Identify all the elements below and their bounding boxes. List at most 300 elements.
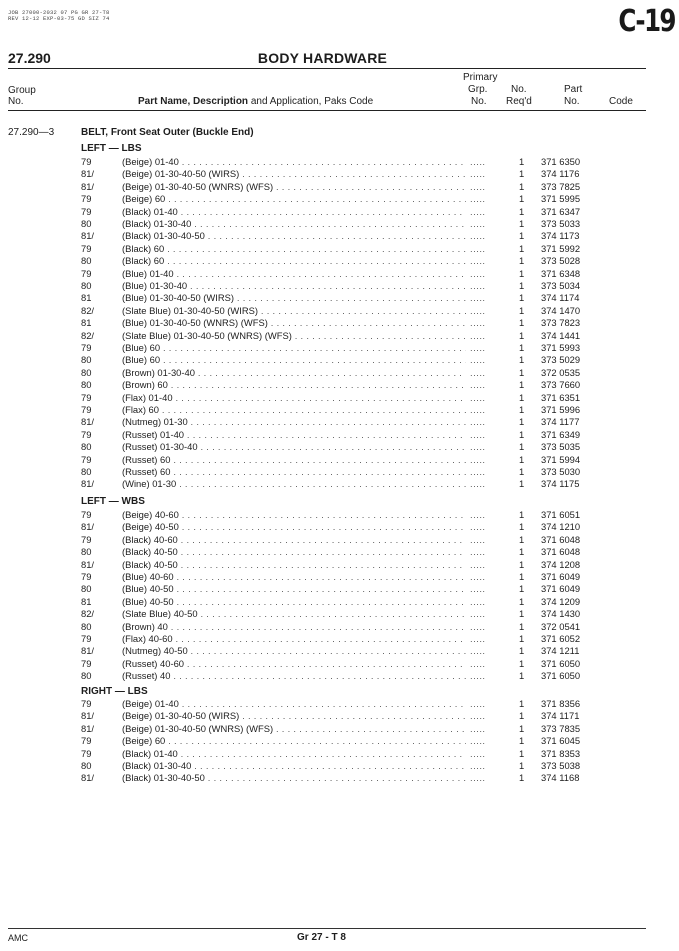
primary-group-placeholder: ..... bbox=[470, 747, 486, 759]
part-number: 371 5995 bbox=[541, 193, 581, 205]
table-row bbox=[0, 478, 679, 490]
part-number: 372 0535 bbox=[541, 366, 581, 378]
subsection-title-left-wbs: LEFT — WBS bbox=[81, 496, 145, 507]
primary-group-placeholder: ..... bbox=[470, 645, 486, 657]
part-description: (Beige) 60 . . . bbox=[122, 193, 466, 205]
primary-group-placeholder: ..... bbox=[470, 533, 486, 545]
model-year: 79 bbox=[81, 698, 92, 709]
model-year: 79 bbox=[81, 193, 92, 205]
table-row bbox=[0, 546, 679, 558]
table-row bbox=[0, 698, 679, 710]
table-row bbox=[0, 748, 679, 760]
part-description: (Russet) 01-30-40 . . . bbox=[122, 441, 466, 453]
quantity-required: 1 bbox=[519, 509, 525, 520]
part-number: 371 6045 bbox=[541, 735, 581, 747]
model-year: 79 bbox=[81, 342, 92, 353]
table-row bbox=[0, 583, 679, 595]
table-row bbox=[0, 317, 679, 329]
model-year: 80 bbox=[81, 546, 92, 558]
table-row bbox=[0, 596, 679, 608]
table-row bbox=[0, 292, 679, 304]
quantity-required: 1 bbox=[519, 546, 525, 558]
part-number: 374 1168 bbox=[541, 772, 580, 784]
primary-group-placeholder: ..... bbox=[470, 698, 486, 709]
part-number: 371 6050 bbox=[541, 657, 581, 669]
model-year: 79 bbox=[81, 267, 92, 279]
part-description: (Nutmeg) 40-50 . . . bbox=[122, 645, 466, 657]
model-year: 81/ bbox=[81, 521, 95, 533]
primary-group-placeholder: ..... bbox=[470, 583, 486, 595]
part-number: 371 5994 bbox=[541, 453, 581, 465]
quantity-required: 1 bbox=[519, 354, 525, 366]
col-group-no-line2: No. bbox=[8, 96, 24, 107]
model-year: 81/ bbox=[81, 230, 95, 242]
model-year: 81/ bbox=[81, 558, 95, 570]
primary-group-placeholder: ..... bbox=[470, 571, 486, 582]
primary-group-placeholder: ..... bbox=[470, 317, 486, 329]
table-row bbox=[0, 416, 679, 428]
quantity-required: 1 bbox=[519, 205, 525, 217]
footer-page-ref: Gr 27 - T 8 bbox=[297, 932, 346, 943]
model-year: 80 bbox=[81, 280, 92, 291]
primary-group-placeholder: ..... bbox=[470, 416, 486, 428]
part-number: 371 6048 bbox=[541, 533, 581, 545]
quantity-required: 1 bbox=[519, 521, 525, 533]
part-description: (Brown) 60 . . . bbox=[122, 379, 466, 391]
part-number: 373 5028 bbox=[541, 255, 581, 267]
table-row bbox=[0, 454, 679, 466]
table-row bbox=[0, 633, 679, 645]
part-description: (Beige) 01-30-40-50 (WIRS) . . . bbox=[122, 168, 466, 180]
quantity-required: 1 bbox=[519, 441, 525, 453]
quantity-required: 1 bbox=[519, 620, 525, 632]
table-row bbox=[0, 181, 679, 193]
section-number: 27.290 bbox=[8, 50, 51, 66]
primary-group-placeholder: ..... bbox=[470, 168, 486, 180]
quantity-required: 1 bbox=[519, 218, 525, 229]
quantity-required: 1 bbox=[519, 533, 525, 545]
model-year: 82/ bbox=[81, 304, 95, 316]
part-description: (Beige) 40-60 . . . bbox=[122, 509, 466, 521]
part-number: 374 1176 bbox=[541, 168, 580, 180]
part-number: 372 0541 bbox=[541, 620, 581, 632]
part-description: (Flax) 01-40 . . . bbox=[122, 392, 466, 404]
model-year: 80 bbox=[81, 218, 92, 229]
primary-group-placeholder: ..... bbox=[470, 242, 486, 254]
primary-group-placeholder: ..... bbox=[470, 230, 486, 242]
quantity-required: 1 bbox=[519, 466, 525, 477]
model-year: 79 bbox=[81, 391, 92, 403]
print-stamp bbox=[8, 10, 110, 22]
primary-group-placeholder: ..... bbox=[470, 608, 486, 620]
model-year: 81/ bbox=[81, 168, 95, 180]
col-part-line2: No. bbox=[564, 96, 580, 107]
part-number: 374 1208 bbox=[541, 558, 581, 570]
part-number: 371 6049 bbox=[541, 571, 581, 582]
primary-group-placeholder: ..... bbox=[470, 478, 486, 490]
model-year: 81 bbox=[81, 292, 92, 304]
quantity-required: 1 bbox=[519, 267, 525, 279]
part-number: 371 6348 bbox=[541, 267, 581, 279]
primary-group-placeholder: ..... bbox=[470, 772, 486, 784]
part-description: (Russet) 60 . . . bbox=[122, 466, 466, 478]
model-year: 80 bbox=[81, 760, 92, 771]
primary-group-placeholder: ..... bbox=[470, 193, 486, 205]
part-number: 374 1174 bbox=[541, 292, 580, 304]
table-row bbox=[0, 392, 679, 404]
part-description: (Beige) 01-40 . . . bbox=[122, 156, 466, 168]
model-year: 82/ bbox=[81, 329, 95, 341]
part-description: (Brown) 01-30-40 . . . bbox=[122, 367, 466, 379]
col-primary-line2: Grp. bbox=[468, 84, 488, 95]
part-number: 371 6349 bbox=[541, 428, 581, 440]
part-description: (Black) 01-30-40 . . . bbox=[122, 760, 466, 772]
primary-group-placeholder: ..... bbox=[470, 722, 486, 734]
quantity-required: 1 bbox=[519, 710, 525, 722]
col-primary-line1: Primary bbox=[463, 72, 498, 83]
part-number: 374 1177 bbox=[541, 416, 580, 428]
model-year: 81/ bbox=[81, 772, 95, 784]
quantity-required: 1 bbox=[519, 366, 525, 378]
quantity-required: 1 bbox=[519, 391, 525, 403]
table-row bbox=[0, 710, 679, 722]
table-row bbox=[0, 466, 679, 478]
primary-group-placeholder: ..... bbox=[470, 710, 486, 722]
primary-group-placeholder: ..... bbox=[470, 354, 486, 366]
table-row bbox=[0, 367, 679, 379]
primary-group-placeholder: ..... bbox=[470, 670, 486, 682]
primary-group-placeholder: ..... bbox=[470, 657, 486, 669]
part-number: 373 7835 bbox=[541, 722, 581, 734]
model-year: 80 bbox=[81, 366, 92, 378]
part-number: 371 6350 bbox=[541, 156, 581, 167]
model-year: 79 bbox=[81, 657, 92, 669]
quantity-required: 1 bbox=[519, 193, 525, 205]
primary-group-placeholder: ..... bbox=[470, 546, 486, 558]
model-year: 82/ bbox=[81, 608, 95, 620]
quantity-required: 1 bbox=[519, 735, 525, 747]
group-number: 27.290—3 bbox=[8, 127, 55, 138]
part-description: (Black) 01-30-40 . . . bbox=[122, 218, 466, 230]
primary-group-placeholder: ..... bbox=[470, 466, 486, 477]
model-year: 81/ bbox=[81, 478, 95, 490]
table-row bbox=[0, 243, 679, 255]
table-row bbox=[0, 429, 679, 441]
part-description: (Beige) 01-30-40-50 (WIRS) . . . bbox=[122, 710, 466, 722]
subsection-title-right-lbs: RIGHT — LBS bbox=[81, 686, 148, 697]
quantity-required: 1 bbox=[519, 280, 525, 291]
quantity-required: 1 bbox=[519, 329, 525, 341]
part-description: (Blue) 60 . . . bbox=[122, 354, 466, 366]
model-year: 80 bbox=[81, 620, 92, 632]
model-year: 81/ bbox=[81, 710, 95, 722]
table-row bbox=[0, 723, 679, 735]
part-number: 371 6347 bbox=[541, 205, 581, 217]
part-description: (Blue) 01-30-40 . . . bbox=[122, 280, 466, 292]
col-primary-line3: No. bbox=[471, 96, 487, 107]
primary-group-placeholder: ..... bbox=[470, 558, 486, 570]
part-number: 371 5992 bbox=[541, 242, 581, 254]
col-req-line1: No. bbox=[511, 84, 527, 95]
col-req-line2: Req'd bbox=[506, 96, 532, 107]
primary-group-placeholder: ..... bbox=[470, 255, 486, 267]
table-row bbox=[0, 330, 679, 342]
part-number: 373 7660 bbox=[541, 379, 581, 391]
part-number: 371 6351 bbox=[541, 391, 581, 403]
col-part-line1: Part bbox=[564, 84, 583, 95]
table-row bbox=[0, 658, 679, 670]
table-row bbox=[0, 772, 679, 784]
model-year: 81 bbox=[81, 317, 92, 329]
model-year: 80 bbox=[81, 670, 92, 682]
quantity-required: 1 bbox=[519, 633, 525, 644]
table-row bbox=[0, 559, 679, 571]
col-group-no-line1: Group bbox=[8, 85, 36, 96]
quantity-required: 1 bbox=[519, 304, 525, 316]
part-description: (Black) 01-30-40-50 . . . bbox=[122, 772, 466, 784]
part-number: 371 6051 bbox=[541, 509, 581, 520]
model-year: 79 bbox=[81, 533, 92, 545]
quantity-required: 1 bbox=[519, 404, 525, 415]
part-number: 371 6052 bbox=[541, 633, 581, 644]
part-description: (Beige) 01-40 . . . bbox=[122, 698, 466, 710]
quantity-required: 1 bbox=[519, 571, 525, 582]
table-row bbox=[0, 255, 679, 267]
part-description: (Wine) 01-30 . . . bbox=[122, 478, 466, 490]
part-description: (Blue) 40-50 . . . bbox=[122, 596, 466, 608]
quantity-required: 1 bbox=[519, 558, 525, 570]
model-year: 80 bbox=[81, 583, 92, 595]
quantity-required: 1 bbox=[519, 242, 525, 254]
part-description: (Nutmeg) 01-30 . . . bbox=[122, 416, 466, 428]
part-number: 371 6049 bbox=[541, 583, 581, 595]
model-year: 80 bbox=[81, 441, 92, 453]
table-row bbox=[0, 404, 679, 416]
part-number: 371 6050 bbox=[541, 670, 581, 682]
primary-group-placeholder: ..... bbox=[470, 280, 486, 291]
part-description: (Blue) 40-50 . . . bbox=[122, 583, 466, 595]
footer-publisher: AMC bbox=[8, 933, 28, 943]
model-year: 80 bbox=[81, 255, 92, 267]
part-number: 371 6048 bbox=[541, 546, 581, 558]
table-row bbox=[0, 305, 679, 317]
part-description: (Beige) 01-30-40-50 (WNRS) (WFS) . . . bbox=[122, 723, 466, 735]
table-row bbox=[0, 534, 679, 546]
part-description: (Black) 60 . . . bbox=[122, 255, 466, 267]
primary-group-placeholder: ..... bbox=[470, 521, 486, 533]
quantity-required: 1 bbox=[519, 670, 525, 682]
part-number: 374 1173 bbox=[541, 230, 580, 242]
table-row bbox=[0, 268, 679, 280]
part-description: (Black) 01-40 . . . bbox=[122, 206, 466, 218]
primary-group-placeholder: ..... bbox=[470, 620, 486, 632]
quantity-required: 1 bbox=[519, 317, 525, 329]
part-description: (Russet) 40 . . . bbox=[122, 670, 466, 682]
quantity-required: 1 bbox=[519, 595, 525, 607]
quantity-required: 1 bbox=[519, 760, 525, 771]
primary-group-placeholder: ..... bbox=[470, 366, 486, 378]
primary-group-placeholder: ..... bbox=[470, 156, 486, 167]
part-description: (Black) 40-50 . . . bbox=[122, 559, 466, 571]
table-row bbox=[0, 342, 679, 354]
part-description: (Beige) 60 . . . bbox=[122, 735, 466, 747]
quantity-required: 1 bbox=[519, 180, 525, 192]
quantity-required: 1 bbox=[519, 478, 525, 490]
section-title: BODY HARDWARE bbox=[257, 50, 388, 66]
primary-group-placeholder: ..... bbox=[470, 595, 486, 607]
part-description: (Russet) 01-40 . . . bbox=[122, 429, 466, 441]
table-row bbox=[0, 379, 679, 391]
table-row bbox=[0, 168, 679, 180]
quantity-required: 1 bbox=[519, 722, 525, 734]
part-number: 374 1171 bbox=[541, 710, 580, 722]
part-number: 373 5033 bbox=[541, 218, 581, 229]
primary-group-placeholder: ..... bbox=[470, 292, 486, 304]
table-row bbox=[0, 230, 679, 242]
col-code: Code bbox=[609, 96, 633, 107]
group-title: BELT, Front Seat Outer (Buckle End) bbox=[81, 127, 254, 138]
quantity-required: 1 bbox=[519, 428, 525, 440]
quantity-required: 1 bbox=[519, 168, 525, 180]
table-row bbox=[0, 354, 679, 366]
table-row bbox=[0, 645, 679, 657]
primary-group-placeholder: ..... bbox=[470, 304, 486, 316]
part-number: 373 7823 bbox=[541, 317, 581, 329]
quantity-required: 1 bbox=[519, 342, 525, 353]
table-row bbox=[0, 441, 679, 453]
part-description: (Russet) 40-60 . . . bbox=[122, 658, 466, 670]
part-description: (Beige) 01-30-40-50 (WNRS) (WFS) . . . bbox=[122, 181, 466, 193]
part-number: 373 5030 bbox=[541, 466, 581, 477]
table-row bbox=[0, 218, 679, 230]
quantity-required: 1 bbox=[519, 453, 525, 465]
part-description: (Flax) 60 . . . bbox=[122, 404, 466, 416]
page-tag: C-19 bbox=[618, 4, 675, 39]
quantity-required: 1 bbox=[519, 230, 525, 242]
model-year: 79 bbox=[81, 453, 92, 465]
part-number: 371 8356 bbox=[541, 698, 581, 709]
primary-group-placeholder: ..... bbox=[470, 379, 486, 391]
model-year: 81/ bbox=[81, 416, 95, 428]
model-year: 81/ bbox=[81, 645, 95, 657]
part-number: 373 5034 bbox=[541, 280, 581, 291]
primary-group-placeholder: ..... bbox=[470, 428, 486, 440]
quantity-required: 1 bbox=[519, 772, 525, 784]
model-year: 79 bbox=[81, 404, 92, 415]
quantity-required: 1 bbox=[519, 698, 525, 709]
part-number: 374 1441 bbox=[541, 329, 581, 341]
quantity-required: 1 bbox=[519, 156, 525, 167]
part-description: (Black) 01-30-40-50 . . . bbox=[122, 230, 466, 242]
table-row bbox=[0, 521, 679, 533]
table-row bbox=[0, 608, 679, 620]
primary-group-placeholder: ..... bbox=[470, 329, 486, 341]
quantity-required: 1 bbox=[519, 583, 525, 595]
part-number: 374 1430 bbox=[541, 608, 581, 620]
model-year: 81/ bbox=[81, 722, 95, 734]
table-row bbox=[0, 193, 679, 205]
part-description: (Flax) 40-60 . . . bbox=[122, 633, 466, 645]
part-number: 371 5993 bbox=[541, 342, 581, 353]
part-description: (Russet) 60 . . . bbox=[122, 454, 466, 466]
col-description-rest: and Application, Paks Code bbox=[248, 96, 374, 107]
model-year: 79 bbox=[81, 428, 92, 440]
table-row bbox=[0, 735, 679, 747]
quantity-required: 1 bbox=[519, 657, 525, 669]
part-description: (Slate Blue) 01-30-40-50 (WIRS) . . . bbox=[122, 305, 466, 317]
part-number: 374 1209 bbox=[541, 595, 581, 607]
subsection-title-left-lbs: LEFT — LBS bbox=[81, 143, 142, 154]
primary-group-placeholder: ..... bbox=[470, 404, 486, 415]
part-number: 371 8353 bbox=[541, 747, 581, 759]
table-row bbox=[0, 571, 679, 583]
model-year: 80 bbox=[81, 466, 92, 477]
model-year: 80 bbox=[81, 354, 92, 366]
col-description bbox=[138, 97, 373, 107]
stamp-line-1: JOB 27000-2032 07 PG GR 27-T8 bbox=[8, 9, 110, 16]
primary-group-placeholder: ..... bbox=[470, 267, 486, 279]
quantity-required: 1 bbox=[519, 292, 525, 304]
quantity-required: 1 bbox=[519, 379, 525, 391]
primary-group-placeholder: ..... bbox=[470, 218, 486, 229]
part-description: (Slate Blue) 40-50 . . . bbox=[122, 608, 466, 620]
header-rule-bottom bbox=[8, 110, 646, 111]
part-number: 374 1211 bbox=[541, 645, 580, 657]
table-row bbox=[0, 156, 679, 168]
part-description: (Black) 40-50 . . . bbox=[122, 546, 466, 558]
part-number: 374 1175 bbox=[541, 478, 580, 490]
part-number: 373 5029 bbox=[541, 354, 581, 366]
header-rule-top bbox=[8, 68, 646, 69]
table-row bbox=[0, 621, 679, 633]
table-row bbox=[0, 206, 679, 218]
primary-group-placeholder: ..... bbox=[470, 453, 486, 465]
model-year: 79 bbox=[81, 242, 92, 254]
part-number: 374 1470 bbox=[541, 304, 581, 316]
quantity-required: 1 bbox=[519, 645, 525, 657]
part-description: (Brown) 40 . . . bbox=[122, 621, 466, 633]
model-year: 79 bbox=[81, 509, 92, 520]
part-number: 371 5996 bbox=[541, 404, 581, 415]
table-row bbox=[0, 509, 679, 521]
part-description: (Blue) 01-40 . . . bbox=[122, 268, 466, 280]
part-description: (Black) 60 . . . bbox=[122, 243, 466, 255]
footer-rule bbox=[8, 928, 646, 929]
model-year: 81/ bbox=[81, 180, 95, 192]
primary-group-placeholder: ..... bbox=[470, 391, 486, 403]
model-year: 79 bbox=[81, 735, 92, 747]
quantity-required: 1 bbox=[519, 747, 525, 759]
primary-group-placeholder: ..... bbox=[470, 735, 486, 747]
stamp-line-2: REV 12-12 EXP-03-75 GD SIZ 74 bbox=[8, 15, 110, 22]
part-description: (Beige) 40-50 . . . bbox=[122, 521, 466, 533]
part-number: 373 7825 bbox=[541, 180, 581, 192]
model-year: 79 bbox=[81, 571, 92, 582]
part-description: (Slate Blue) 01-30-40-50 (WNRS) (WFS) . . . bbox=[122, 330, 466, 342]
table-row bbox=[0, 760, 679, 772]
part-description: (Blue) 60 . . . bbox=[122, 342, 466, 354]
primary-group-placeholder: ..... bbox=[470, 441, 486, 453]
part-description: (Black) 01-40 . . . bbox=[122, 748, 466, 760]
quantity-required: 1 bbox=[519, 416, 525, 428]
model-year: 79 bbox=[81, 205, 92, 217]
table-row bbox=[0, 670, 679, 682]
part-number: 373 5035 bbox=[541, 441, 581, 453]
part-number: 374 1210 bbox=[541, 521, 581, 533]
model-year: 80 bbox=[81, 379, 92, 391]
model-year: 79 bbox=[81, 156, 92, 167]
primary-group-placeholder: ..... bbox=[470, 180, 486, 192]
